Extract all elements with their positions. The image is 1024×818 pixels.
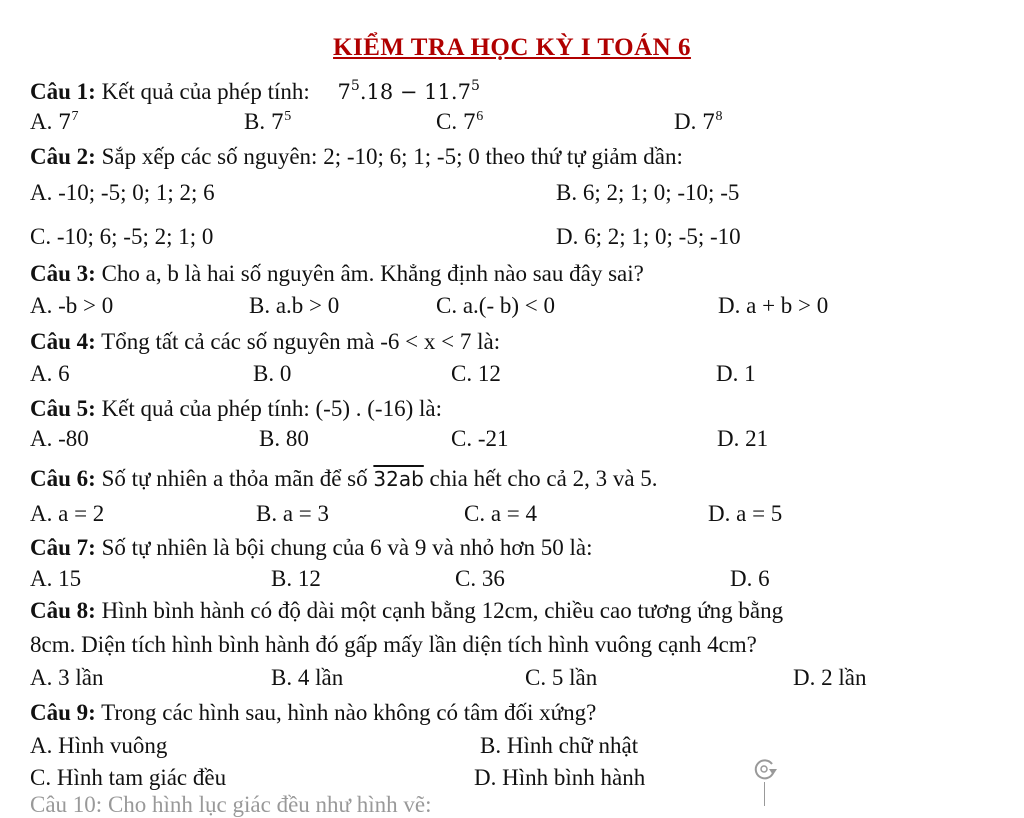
option-b: B. 80 <box>259 426 309 451</box>
rotate-icon[interactable] <box>752 756 778 782</box>
question-10-cutoff: Câu 10: Cho hình lục giác đều như hình vẽ: <box>30 792 432 817</box>
option-d: D. a + b > 0 <box>718 293 829 318</box>
option-c: C. a.(- b) < 0 <box>436 293 555 318</box>
question-text-after: chia hết cho cả 2, 3 và 5. <box>429 466 658 491</box>
question-label: Câu 6: <box>30 466 96 491</box>
question-text: Kết quả của phép tính: <box>101 79 310 104</box>
option-c: C. Hình tam giác đều <box>30 765 227 790</box>
option-b: B. 0 <box>253 361 292 386</box>
guide-line <box>764 782 765 806</box>
question-label: Câu 3: <box>30 261 96 286</box>
option-a: A. 6 <box>30 361 70 386</box>
option-b: B. Hình chữ nhật <box>480 733 639 758</box>
option-a: A. -80 <box>30 426 89 451</box>
question-3 <box>30 261 644 287</box>
option-d: D. $7^8$ <box>674 109 723 134</box>
question-label: Câu 8: <box>30 598 96 623</box>
option-b: B. 4 lần <box>271 665 344 690</box>
question-label: Câu 9: <box>30 700 96 725</box>
exam-title: KIỂM TRA HỌC KỲ I TOÁN 6 <box>333 34 691 61</box>
option-b: B. $7^5$ <box>244 109 292 134</box>
option-b: B. 6; 2; 1; 0; -10; -5 <box>556 180 740 205</box>
question-5 <box>30 396 442 422</box>
question-label: Câu 7: <box>30 535 96 560</box>
option-d: D. a = 5 <box>708 501 783 526</box>
option-d: D. 6; 2; 1; 0; -5; -10 <box>556 224 741 249</box>
option-c: C. -10; 6; -5; 2; 1; 0 <box>30 224 214 249</box>
option-c: C. 12 <box>451 361 501 386</box>
option-d: D. 2 lần <box>793 665 867 690</box>
question-text: Tổng tất cả các số nguyên mà -6 < x < 7 là: <box>101 329 501 354</box>
question-text: Cho a, b là hai số nguyên âm. Khẳng định nào sau đây sai? <box>101 261 644 286</box>
option-d: D. Hình bình hành <box>474 765 646 790</box>
question-text: Số tự nhiên a thỏa mãn để số <box>101 466 368 491</box>
question-label: Câu 4: <box>30 329 96 354</box>
question-label: Câu 1: <box>30 79 96 104</box>
option-a: A. a = 2 <box>30 501 105 526</box>
option-a: A. Hình vuông <box>30 733 168 758</box>
question-4 <box>30 329 500 355</box>
question-text: Hình bình hành có độ dài một cạnh bằng 12cm, chiều cao tương ứng bằng <box>101 598 784 623</box>
question-text: Số tự nhiên là bội chung của 6 và 9 và nhỏ hơn 50 là: <box>101 535 593 560</box>
option-b: B. a = 3 <box>256 501 330 526</box>
option-d: D. 6 <box>730 566 770 591</box>
option-c: C. -21 <box>451 426 509 451</box>
option-c: C. a = 4 <box>464 501 538 526</box>
question-8-continued: 8cm. Diện tích hình bình hành đó gấp mấy lần diện tích hình vuông cạnh 4cm? <box>30 632 757 657</box>
question-6 <box>30 466 658 492</box>
option-a: A. -10; -5; 0; 1; 2; 6 <box>30 180 215 205</box>
question-7 <box>30 535 593 561</box>
question-text: Trong các hình sau, hình nào không có tâm đối xứng? <box>101 700 597 725</box>
option-a: A. 3 lần <box>30 665 104 690</box>
option-c: C. 36 <box>455 566 505 591</box>
option-d: D. 1 <box>716 361 756 386</box>
question-expression: $7^5.18 - 11.7^5$ <box>337 78 480 104</box>
question-label: Câu 2: <box>30 144 96 169</box>
question-label: Câu 5: <box>30 396 96 421</box>
option-c: C. $7^6$ <box>436 109 484 134</box>
option-a: A. 15 <box>30 566 82 591</box>
option-b: B. 12 <box>271 566 321 591</box>
question-2 <box>30 144 683 170</box>
question-8 <box>30 598 783 624</box>
question-text: Sắp xếp các số nguyên: 2; -10; 6; 1; -5; 0 theo thứ tự giảm dần: <box>101 144 683 169</box>
option-a: A. $7^7$ <box>30 109 79 134</box>
option-d: D. 21 <box>717 426 769 451</box>
question-text: Kết quả của phép tính: (-5) . (-16) là: <box>101 396 442 421</box>
option-c: C. 5 lần <box>525 665 598 690</box>
option-b: B. a.b > 0 <box>249 293 340 318</box>
question-1 <box>30 78 480 105</box>
option-a: A. -b > 0 <box>30 293 114 318</box>
question-9 <box>30 700 596 726</box>
number-overline: 32ab <box>373 467 424 491</box>
